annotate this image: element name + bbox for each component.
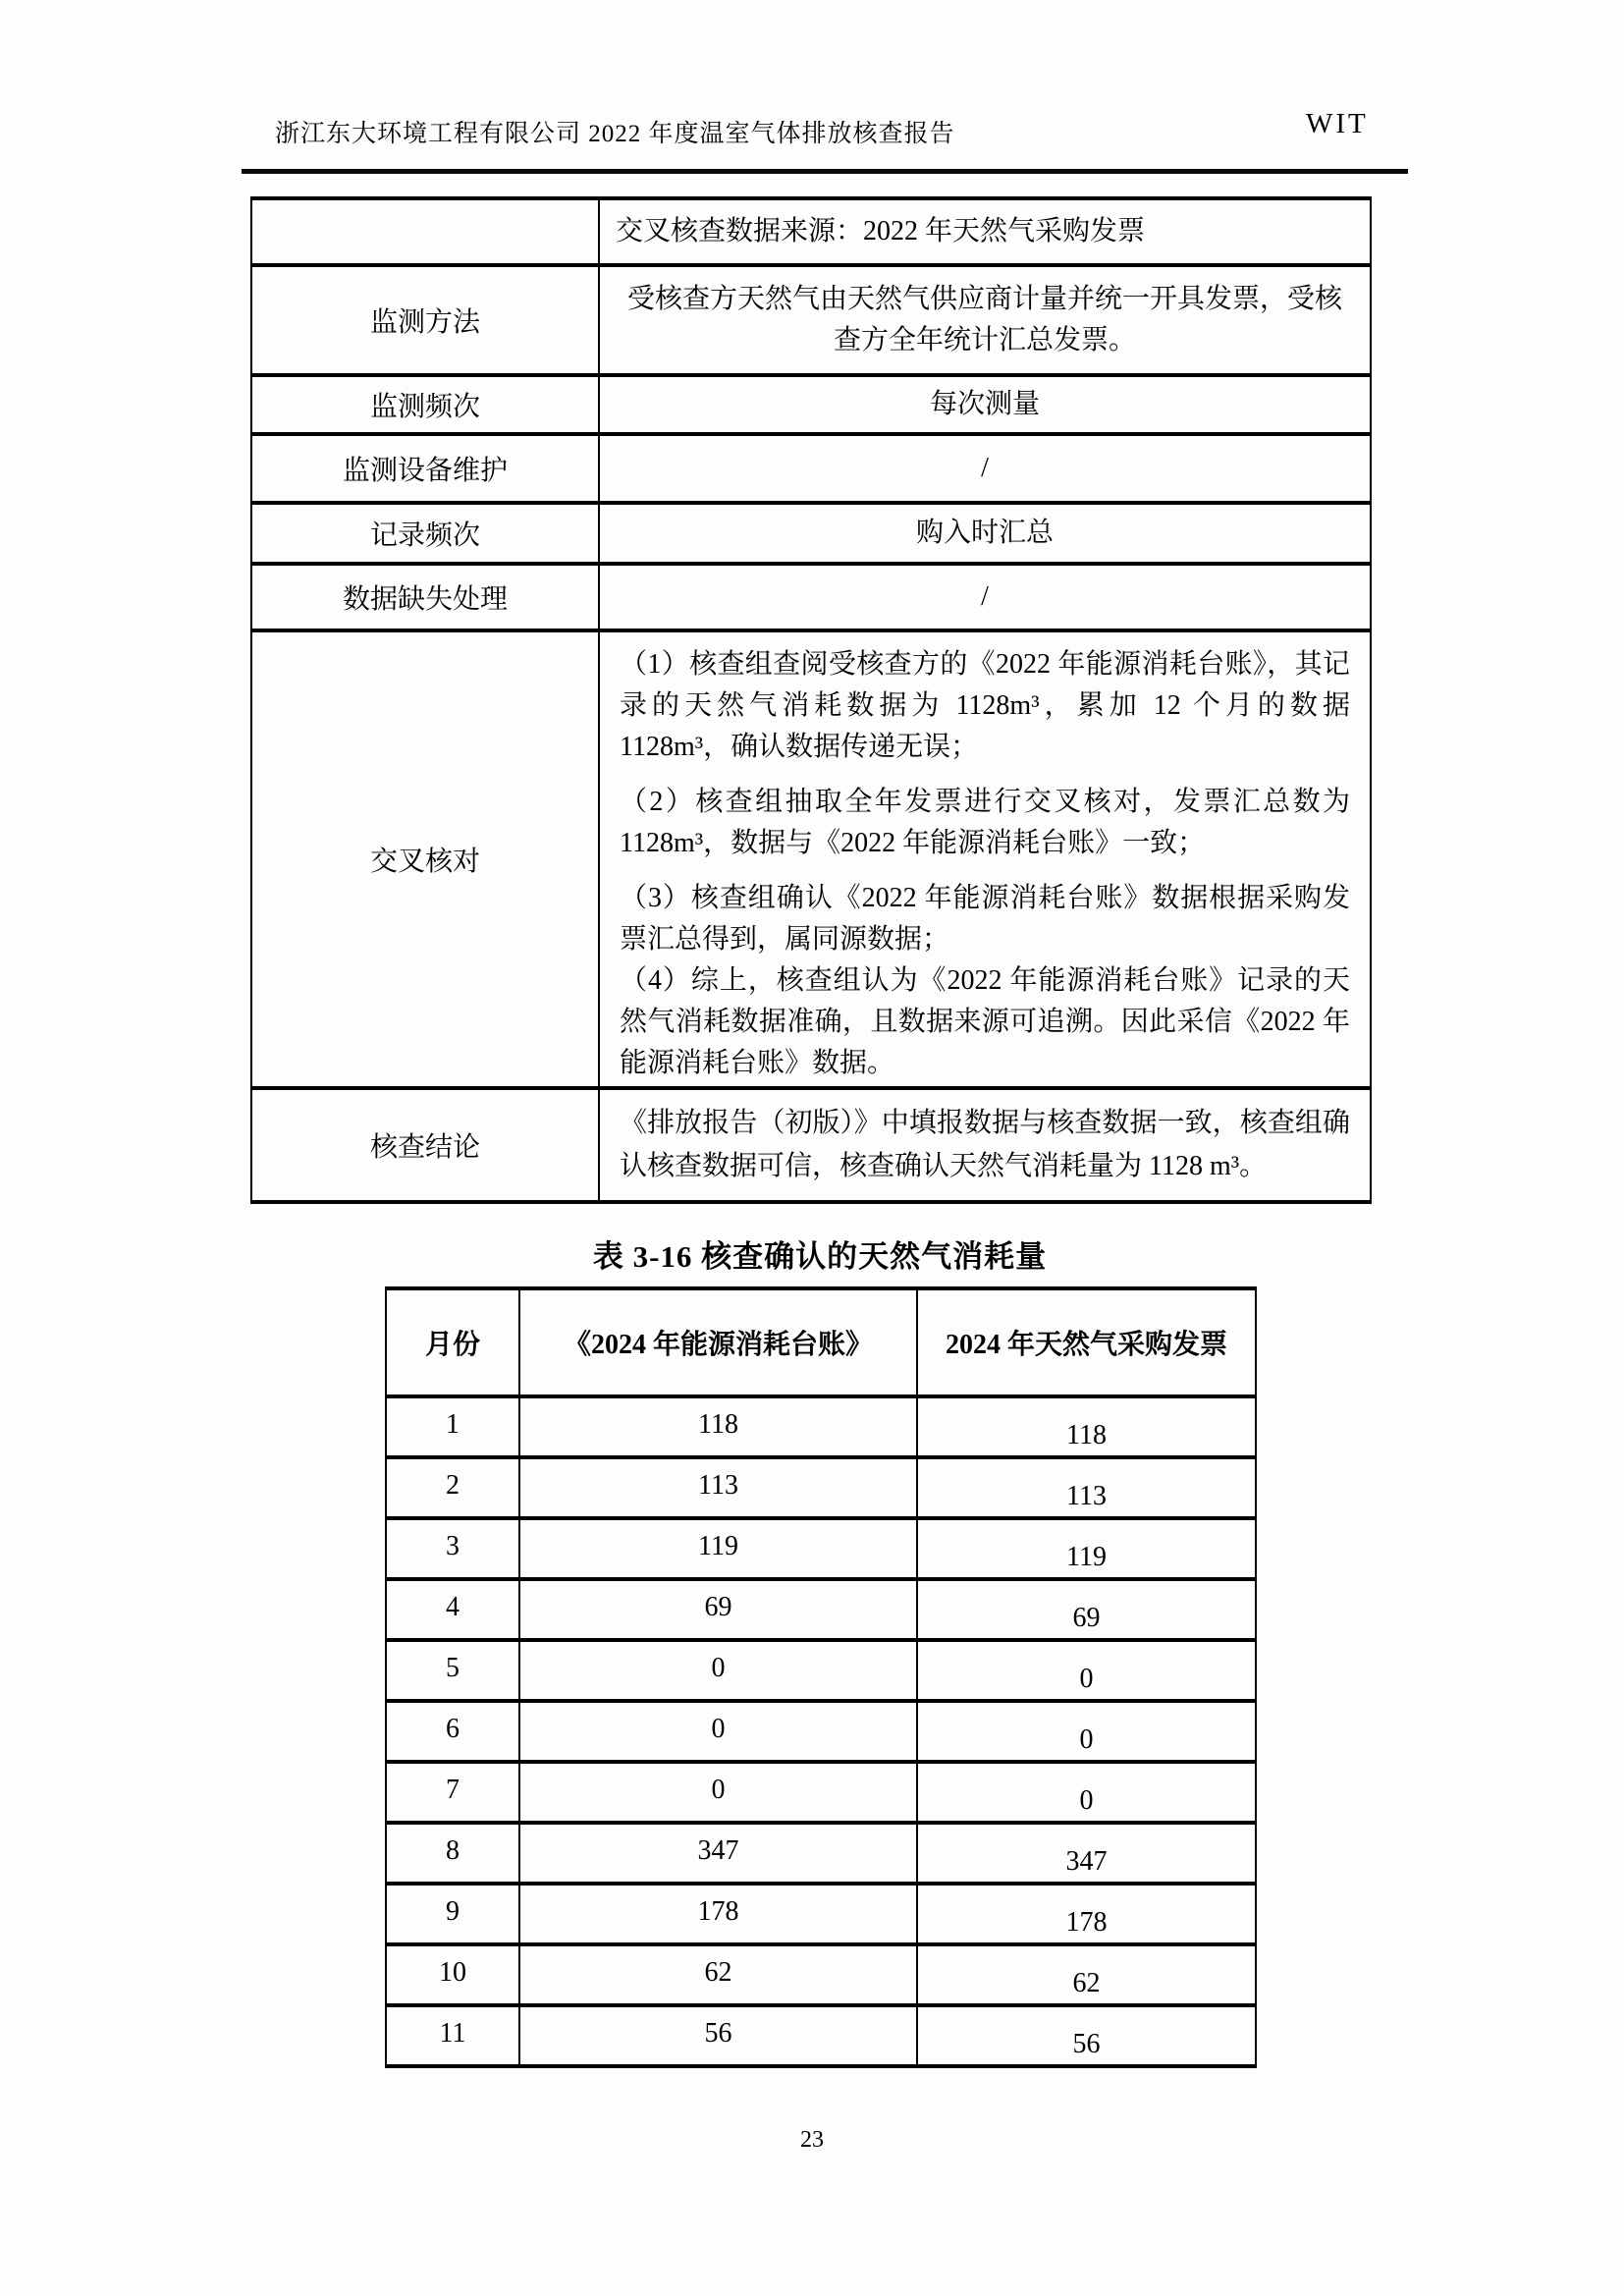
table-header-row xyxy=(386,1288,1256,1396)
row-content-cell: 每次测量 xyxy=(599,375,1371,434)
report-header-title: 浙江东大环境工程有限公司 2022 年度温室气体排放核查报告 xyxy=(275,121,955,147)
month-cell: 11 xyxy=(386,2005,519,2066)
table-row xyxy=(251,564,1371,630)
invoice-value-cell: 62 xyxy=(917,1944,1256,2005)
row-label-cell: 核查结论 xyxy=(251,1088,599,1202)
invoice-value-cell: 69 xyxy=(917,1579,1256,1640)
month-cell: 10 xyxy=(386,1944,519,2005)
table-row xyxy=(251,265,1371,375)
month-cell: 5 xyxy=(386,1640,519,1701)
row-content-cell: 购入时汇总 xyxy=(599,503,1371,564)
invoice-value-cell: 347 xyxy=(917,1823,1256,1884)
invoice-value-cell: 113 xyxy=(917,1457,1256,1518)
invoice-value-cell: 178 xyxy=(917,1884,1256,1944)
ledger-value-cell: 0 xyxy=(519,1762,917,1823)
table-row xyxy=(386,2005,1256,2066)
row-content-cell: 受核查方天然气由天然气供应商计量并统一开具发票，受核查方全年统计汇总发票。 xyxy=(599,265,1371,375)
column-header-invoice: 2024 年天然气采购发票 xyxy=(917,1288,1256,1396)
cross-check-detail-cell xyxy=(599,630,1371,1088)
month-cell: 1 xyxy=(386,1396,519,1457)
column-header-month: 月份 xyxy=(386,1288,519,1396)
row-label-cell: 监测方法 xyxy=(251,265,599,375)
ledger-value-cell: 62 xyxy=(519,1944,917,2005)
ledger-value-cell: 347 xyxy=(519,1823,917,1884)
month-cell: 4 xyxy=(386,1579,519,1640)
table-row xyxy=(251,503,1371,564)
invoice-value-cell: 56 xyxy=(917,2005,1256,2066)
ledger-value-cell: 113 xyxy=(519,1457,917,1518)
ledger-value-cell: 118 xyxy=(519,1396,917,1457)
ledger-value-cell: 0 xyxy=(519,1701,917,1762)
table-row xyxy=(386,1396,1256,1457)
month-cell: 9 xyxy=(386,1884,519,1944)
month-cell: 7 xyxy=(386,1762,519,1823)
ledger-value-cell: 178 xyxy=(519,1884,917,1944)
table-row xyxy=(386,1457,1256,1518)
cross-check-item: （2）核查组抽取全年发票进行交叉核对，发票汇总数为 1128m³，数据与《2022 年能源消耗台账》一致； xyxy=(620,787,1350,858)
row-label-cell: 监测设备维护 xyxy=(251,434,599,503)
cross-check-item: （3）核查组确认《2022 年能源消耗台账》数据根据采购发票汇总得到，属同源数据； xyxy=(620,883,1350,955)
table-row xyxy=(251,630,1371,1088)
table-row xyxy=(386,1762,1256,1823)
table-row xyxy=(386,1640,1256,1701)
month-cell: 8 xyxy=(386,1823,519,1884)
table-row xyxy=(386,1944,1256,2005)
row-content-cell: / xyxy=(599,434,1371,503)
cross-check-item: （1）核查组查阅受核查方的《2022 年能源消耗台账》，其记录的天然气消耗数据为 1128m³，累加 12 个月的数据 1128m³，确认数据传递无误； xyxy=(620,649,1350,762)
monitoring-verification-table xyxy=(250,196,1372,1204)
table-row xyxy=(386,1823,1256,1884)
table-row xyxy=(251,1088,1371,1202)
page-number: 23 xyxy=(800,2127,824,2153)
table-row xyxy=(251,434,1371,503)
table-row xyxy=(251,375,1371,434)
month-cell: 6 xyxy=(386,1701,519,1762)
invoice-value-cell: 0 xyxy=(917,1640,1256,1701)
table-row xyxy=(386,1579,1256,1640)
invoice-value-cell: 0 xyxy=(917,1762,1256,1823)
row-label-cell: 数据缺失处理 xyxy=(251,564,599,630)
ledger-value-cell: 119 xyxy=(519,1518,917,1579)
row-content-cell: 交叉核查数据来源：2022 年天然气采购发票 xyxy=(599,198,1371,265)
cross-check-item: （4）综上，核查组认为《2022 年能源消耗台账》记录的天然气消耗数据准确，且数据来源可追溯。因此采信《2022 年能源消耗台账》数据。 xyxy=(620,965,1350,1078)
ledger-value-cell: 0 xyxy=(519,1640,917,1701)
table-3-16-caption: 表 3-16 核查确认的天然气消耗量 xyxy=(592,1239,1048,1274)
table-row xyxy=(251,198,1371,265)
ledger-value-cell: 69 xyxy=(519,1579,917,1640)
table-row xyxy=(386,1884,1256,1944)
month-cell: 3 xyxy=(386,1518,519,1579)
header-brand-mark: WIT xyxy=(1306,108,1369,139)
row-label-cell xyxy=(251,198,599,265)
row-label-cell: 交叉核对 xyxy=(251,630,599,1088)
row-label-cell: 记录频次 xyxy=(251,503,599,564)
column-header-ledger: 《2024 年能源消耗台账》 xyxy=(519,1288,917,1396)
gas-consumption-table xyxy=(385,1286,1257,2068)
invoice-value-cell: 119 xyxy=(917,1518,1256,1579)
table-row xyxy=(386,1518,1256,1579)
invoice-value-cell: 118 xyxy=(917,1396,1256,1457)
ledger-value-cell: 56 xyxy=(519,2005,917,2066)
table-row xyxy=(386,1701,1256,1762)
month-cell: 2 xyxy=(386,1457,519,1518)
row-content-cell: / xyxy=(599,564,1371,630)
header-rule xyxy=(242,169,1408,174)
row-content-cell: 《排放报告（初版）》中填报数据与核查数据一致，核查组确认核查数据可信，核查确认天然气消耗量为 1128 m³。 xyxy=(599,1088,1371,1202)
row-label-cell: 监测频次 xyxy=(251,375,599,434)
invoice-value-cell: 0 xyxy=(917,1701,1256,1762)
